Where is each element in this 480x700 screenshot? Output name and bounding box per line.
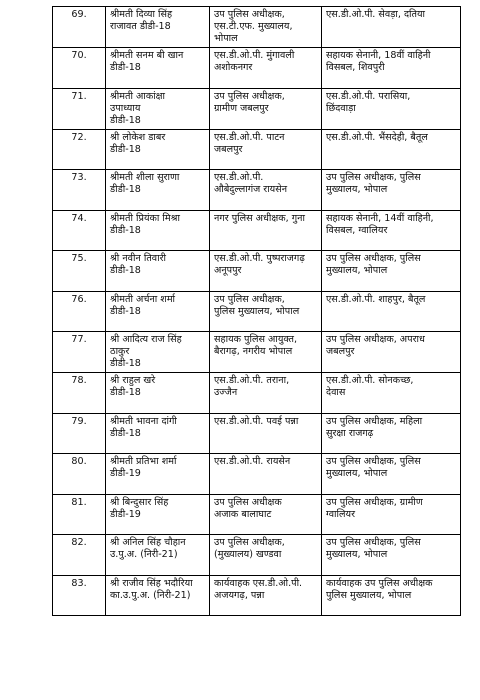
current-posting-line: कार्यवाहक एस.डी.ओ.पी.: [214, 577, 303, 589]
officer-name-line: उ.पु.अ. (निरी-21): [110, 549, 178, 560]
new-posting-cell: [322, 291, 461, 332]
current-posting-cell: [210, 48, 322, 89]
current-posting-cell: [210, 170, 322, 211]
table-row: [53, 413, 461, 454]
current-posting-line: उप पुलिस अधीक्षक,: [214, 537, 285, 548]
officer-name-cell: [106, 494, 210, 535]
table-row: [53, 170, 461, 211]
serial-number-cell: 72.: [53, 129, 106, 170]
table-row: [53, 535, 461, 576]
officer-name-line: राजावत डीडी-18: [110, 21, 171, 32]
current-posting-line: एस.डी.ओ.पी. पुष्पराजगढ़: [214, 253, 305, 264]
officer-name-line: श्रीमती अर्चना शर्मा: [110, 293, 176, 305]
new-posting-cell: [322, 88, 461, 129]
table-row: [53, 210, 461, 251]
new-posting-line: विसबल, शिवपुरी: [326, 62, 385, 73]
new-posting-line: सहायक सेनानी, 14वीं वाहिनी,: [326, 212, 434, 224]
transfer-table-body: [53, 7, 461, 616]
current-posting-line: एस.टी.एफ. मुख्यालय,: [214, 21, 293, 32]
table-row: [53, 373, 461, 414]
current-posting-line: एस.डी.ओ.पी. मुंगावली: [214, 50, 295, 61]
new-posting-line: पुलिस मुख्यालय, भोपाल: [326, 589, 412, 601]
current-posting-line: ग्रामीण जबलपुर: [214, 102, 269, 114]
current-posting-cell: [210, 373, 322, 414]
new-posting-cell: [322, 48, 461, 89]
officer-name-line: का.उ.पु.अ. (निरी-21): [110, 589, 191, 601]
current-posting-cell: [210, 129, 322, 170]
officer-name-line: श्री अनिल सिंह चौहान: [110, 537, 186, 548]
current-posting-line: उप पुलिस अधीक्षक,: [214, 9, 285, 20]
new-posting-line: देवास: [326, 387, 346, 398]
new-posting-line: एस.डी.ओ.पी. सेवड़ा, दतिया: [326, 9, 426, 20]
current-posting-line: उप पुलिस अधीक्षक,: [214, 90, 285, 102]
officer-name-cell: [106, 7, 210, 48]
officer-name-line: श्रीमती प्रियंका मिश्रा: [110, 212, 180, 224]
officer-name-line: डीडी-18: [110, 358, 141, 369]
new-posting-line: छिंदवाड़ा: [326, 102, 356, 114]
officer-name-cell: [106, 88, 210, 129]
officer-name-line: डीडी-18: [110, 184, 141, 195]
officer-name-line: श्री बिन्दुसार सिंह: [110, 496, 169, 508]
officer-name-cell: [106, 48, 210, 89]
current-posting-line: उज्जैन: [214, 387, 238, 398]
current-posting-cell: [210, 251, 322, 292]
current-posting-cell: [210, 535, 322, 576]
officer-name-cell: [106, 210, 210, 251]
new-posting-line: कार्यवाहक उप पुलिस अधीक्षक: [326, 577, 433, 589]
officer-name-cell: [106, 413, 210, 454]
officer-name-line: श्री नवीन तिवारी: [110, 253, 167, 264]
table-row: [53, 48, 461, 89]
current-posting-line: एस.डी.ओ.पी. पवई पन्ना: [214, 415, 299, 427]
current-posting-cell: [210, 88, 322, 129]
current-posting-cell: [210, 454, 322, 495]
new-posting-cell: [322, 494, 461, 535]
new-posting-cell: [322, 373, 461, 414]
officer-name-line: डीडी-19: [110, 468, 141, 479]
officer-name-line: श्रीमती सनम बी खान: [110, 50, 184, 61]
new-posting-line: एस.डी.ओ.पी. सोनकच्छ,: [326, 375, 414, 386]
new-posting-line: जबलपुर: [326, 346, 355, 357]
officer-name-line: डीडी-18: [110, 427, 141, 439]
new-posting-cell: [322, 575, 461, 616]
new-posting-cell: [322, 170, 461, 211]
serial-number-cell: 75.: [53, 251, 106, 292]
serial-number-cell: 82.: [53, 535, 106, 576]
new-posting-line: मुख्यालय, भोपाल: [326, 265, 388, 276]
officer-name-line: डीडी-18: [110, 114, 141, 126]
current-posting-cell: [210, 575, 322, 616]
serial-number-cell: 80.: [53, 454, 106, 495]
officer-name-cell: [106, 291, 210, 332]
new-posting-line: उप पुलिस अधीक्षक, महिला: [326, 415, 423, 427]
new-posting-line: उप पुलिस अधीक्षक, पुलिस: [326, 537, 421, 548]
current-posting-cell: [210, 494, 322, 535]
officer-name-line: डीडी-18: [110, 143, 141, 155]
serial-number-cell: 76.: [53, 291, 106, 332]
new-posting-line: उप पुलिस अधीक्षक, ग्रामीण: [326, 496, 423, 508]
serial-number-cell: 78.: [53, 373, 106, 414]
new-posting-line: ग्वालियर: [326, 508, 355, 520]
table-row: [53, 494, 461, 535]
officer-name-line: श्रीमती शीला सुराणा: [110, 172, 180, 183]
table-row: [53, 251, 461, 292]
officer-name-cell: [106, 535, 210, 576]
table-row: [53, 291, 461, 332]
current-posting-line: अनूपपुर: [214, 265, 242, 276]
officer-name-line: डीडी-18: [110, 224, 141, 236]
officer-name-line: श्री राहुल खरे: [110, 375, 156, 386]
officer-name-line: ठाकुर: [110, 346, 130, 357]
officer-name-cell: [106, 251, 210, 292]
new-posting-line: एस.डी.ओ.पी. परासिया,: [326, 90, 411, 102]
officer-name-cell: [106, 332, 210, 373]
current-posting-line: बैरागढ़, नगरीय भोपाल: [214, 346, 293, 357]
officer-name-line: डीडी-19: [110, 508, 141, 520]
new-posting-cell: [322, 251, 461, 292]
new-posting-line: उप पुलिस अधीक्षक, पुलिस: [326, 253, 421, 264]
officer-name-line: डीडी-18: [110, 265, 141, 276]
serial-number-cell: 71.: [53, 88, 106, 129]
current-posting-line: अशोकनगर: [214, 62, 253, 73]
officer-name-line: उपाध्याय: [110, 102, 141, 114]
officer-name-line: श्री आदित्य राज सिंह: [110, 334, 182, 345]
serial-number-cell: 70.: [53, 48, 106, 89]
new-posting-line: सहायक सेनानी, 18वीं वाहिनी: [326, 50, 431, 61]
new-posting-cell: [322, 413, 461, 454]
current-posting-line: एस.डी.ओ.पी. तराना,: [214, 375, 290, 386]
new-posting-line: उप पुलिस अधीक्षक, पुलिस: [326, 456, 421, 467]
officer-name-line: डीडी-18: [110, 387, 141, 398]
new-posting-line: उप पुलिस अधीक्षक, पुलिस: [326, 172, 421, 183]
table-row: [53, 332, 461, 373]
current-posting-cell: [210, 7, 322, 48]
officer-name-line: श्रीमती आकांक्षा: [110, 90, 166, 102]
officer-name-cell: [106, 129, 210, 170]
table-row: [53, 129, 461, 170]
officer-name-cell: [106, 373, 210, 414]
new-posting-cell: [322, 210, 461, 251]
transfer-table: [52, 6, 461, 616]
officer-name-line: श्रीमती दिव्या सिंह: [110, 9, 173, 20]
current-posting-cell: [210, 210, 322, 251]
new-posting-line: सुरक्षा राजगढ़: [326, 427, 374, 439]
serial-number-cell: 83.: [53, 575, 106, 616]
serial-number-cell: 81.: [53, 494, 106, 535]
current-posting-line: एस.डी.ओ.पी.: [214, 172, 264, 183]
new-posting-line: मुख्यालय, भोपाल: [326, 468, 388, 479]
new-posting-line: उप पुलिस अधीक्षक, अपराध: [326, 334, 425, 345]
new-posting-line: मुख्यालय, भोपाल: [326, 184, 388, 195]
current-posting-line: अजयगढ़, पन्ना: [214, 589, 265, 601]
table-row: [53, 7, 461, 48]
new-posting-cell: [322, 129, 461, 170]
new-posting-line: एस.डी.ओ.पी. शाहपुर, बैतूल: [326, 293, 426, 305]
current-posting-line: उप पुलिस अधीक्षक,: [214, 293, 285, 305]
current-posting-line: सहायक पुलिस आयुक्त,: [214, 334, 298, 345]
serial-number-cell: 73.: [53, 170, 106, 211]
officer-name-cell: [106, 575, 210, 616]
serial-number-cell: 79.: [53, 413, 106, 454]
new-posting-line: एस.डी.ओ.पी. भैंसदेही, बैतूल: [326, 131, 428, 143]
current-posting-line: अजाक बालाघाट: [214, 508, 272, 520]
current-posting-line: एस.डी.ओ.पी. रायसेन: [214, 456, 291, 467]
new-posting-cell: [322, 535, 461, 576]
current-posting-line: जबलपुर: [214, 143, 243, 155]
officer-name-line: श्री राजीव सिंह भदौरिया: [110, 577, 193, 589]
table-row: [53, 454, 461, 495]
officer-name-line: श्री लोकेश डाबर: [110, 131, 166, 143]
officer-name-line: डीडी-18: [110, 305, 141, 317]
serial-number-cell: 69.: [53, 7, 106, 48]
current-posting-line: भोपाल: [214, 33, 238, 44]
current-posting-line: पुलिस मुख्यालय, भोपाल: [214, 305, 300, 317]
table-row: [53, 575, 461, 616]
current-posting-line: (मुख्यालय) खण्डवा: [214, 549, 282, 560]
serial-number-cell: 77.: [53, 332, 106, 373]
current-posting-line: औबेदुल्लागंज रायसेन: [214, 184, 288, 195]
current-posting-line: एस.डी.ओ.पी. पाटन: [214, 131, 285, 143]
new-posting-cell: [322, 332, 461, 373]
officer-name-line: डीडी-18: [110, 62, 141, 73]
current-posting-line: उप पुलिस अधीक्षक: [214, 496, 282, 508]
new-posting-cell: [322, 7, 461, 48]
new-posting-line: मुख्यालय, भोपाल: [326, 549, 388, 560]
current-posting-cell: [210, 291, 322, 332]
officer-name-cell: [106, 454, 210, 495]
current-posting-line: नगर पुलिस अधीक्षक, गुना: [214, 212, 305, 224]
current-posting-cell: [210, 332, 322, 373]
new-posting-cell: [322, 454, 461, 495]
officer-name-cell: [106, 170, 210, 211]
new-posting-line: विसबल, ग्वालियर: [326, 224, 388, 236]
table-row: [53, 88, 461, 129]
serial-number-cell: 74.: [53, 210, 106, 251]
current-posting-cell: [210, 413, 322, 454]
officer-name-line: श्रीमती भावना दांगी: [110, 415, 177, 427]
officer-name-line: श्रीमती प्रतिभा शर्मा: [110, 456, 177, 467]
